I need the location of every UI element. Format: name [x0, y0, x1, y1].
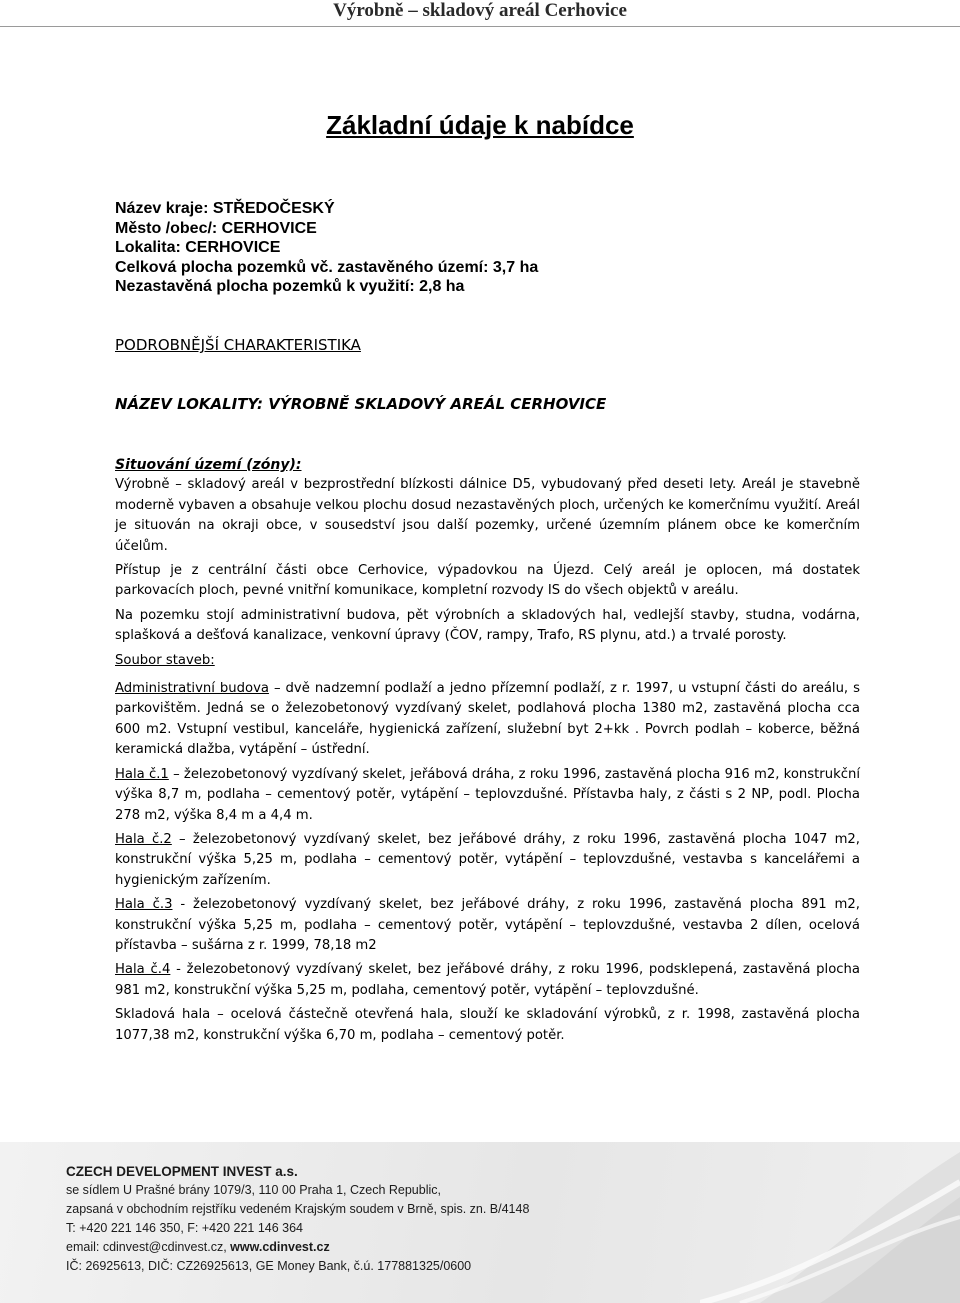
footer-web-link[interactable]: www.cdinvest.cz — [230, 1240, 330, 1254]
paragraph-location: Výrobně – skladový areál v bezprostřední blízkosti dálnice D5, vybudovaný před deseti lety. Areál je stavebně moderně vybaven a obsahuje velkou plochu dosud nezastavěných ploch, určených ke komerčnímu využití. Areál je situován na okraji obce, v sousedství jsou další pozemky, určené územním plánem obce ke komerčním účelům. — [115, 477, 860, 554]
footer-registry: zapsaná v obchodním rejstříku vedeném Krajským soudem v Brně, spis. zn. B/4148 — [66, 1202, 530, 1216]
hall4-label: Hala č.4 — [115, 962, 171, 978]
hall1-paragraph — [115, 765, 860, 826]
hall2-text: – železobetonový vyzdívaný skelet, bez jeřábové dráhy, z roku 1996, zastavěná plocha 1047 m2, konstrukční výška 5,25 m, podlaha – cementový potěr, vytápění – teplovzdušné, vestavba s kancelářemi a hygienickým zařízením. — [115, 831, 860, 888]
admin-building-paragraph — [115, 679, 860, 761]
town-line: Město /obec/: CERHOVICE — [115, 219, 317, 237]
hall4-paragraph — [115, 960, 860, 1001]
warehouse-paragraph: Skladová hala – ocelová částečně otevřená hala, slouží ke skladování výrobků, z r. 1998, zastavěná plocha 1077,38 m2, konstrukční výška 6,70 m, podlaha – cementový potěr. — [115, 1007, 860, 1043]
footer-contact — [66, 1238, 529, 1257]
header-rule — [0, 26, 960, 27]
basic-info-block — [115, 199, 860, 297]
locality-name-heading: NÁZEV LOKALITY: VÝROBNĚ SKLADOVÝ AREÁL CERHOVICE — [115, 395, 607, 413]
locality-line: Lokalita: CERHOVICE — [115, 239, 281, 256]
footer-phone: T: +420 221 146 350, F: +420 221 146 364 — [66, 1221, 304, 1235]
footer-company-name: CZECH DEVELOPMENT INVEST a.s. — [66, 1164, 298, 1179]
section-heading-details: PODROBNĚJŠÍ CHARAKTERISTIKA — [115, 336, 361, 354]
details-content — [115, 455, 860, 1050]
document-header-title: Výrobně – skladový areál Cerhovice — [333, 0, 627, 21]
footer-ids: IČ: 26925613, DIČ: CZ26925613, GE Money Bank, č.ú. 177881325/0600 — [66, 1259, 472, 1273]
admin-building-label: Administrativní budova — [115, 681, 269, 697]
hall2-label: Hala č.2 — [115, 831, 172, 847]
total-area-line: Celková plocha pozemků vč. zastavěného území: 3,7 ha — [115, 258, 539, 276]
footer-decoration — [700, 1142, 960, 1303]
buildings-title: Soubor staveb: — [115, 652, 215, 668]
admin-building-text: – dvě nadzemní podlaží a jedno přízemní podlaží, z r. 1997, u vstupní části do areálu, s parkovištěm. Jedná se o železobetonový vyzdívaný skelet, podlahová plocha 1380 m2, zastavěná plocha cca 600 m2. Vstupní vestibul, kanceláře, hygienická zařízení, služební byt 2+kk . Povrch podlah – koberce, běžná keramická dlažba, vytápění – ústřední. — [115, 681, 860, 758]
footer-email: email: cdinvest@cdinvest.cz, — [66, 1240, 231, 1254]
zones-title: Situování území (zóny): — [115, 457, 302, 473]
footer-text — [66, 1162, 529, 1276]
hall2-paragraph — [115, 830, 860, 891]
region-line: Název kraje: STŘEDOČESKÝ — [115, 200, 335, 217]
footer-address: se sídlem U Prašné brány 1079/3, 110 00 Praha 1, Czech Republic, — [66, 1183, 441, 1197]
hall3-label: Hala č.3 — [115, 897, 173, 913]
hall3-text: - železobetonový vyzdívaný skelet, bez jeřábové dráhy, z roku 1996, zastavěná plocha 891 m2, konstrukční výška 5,25 m, podlaha – cementový potěr, vytápění – teplovzdušné, vestavba 2 dílen, ocelová přístavba – sušárna z r. 1999, 78,18 m2 — [115, 897, 860, 953]
paragraph-access: Přístup je z centrální části obce Cerhovice, výpadovkou na Újezd. Celý areál je oplocen, má dostatek parkovacích ploch, pevné vnitřní komunikace, kompletní rozvody IS do všech objektů v areálu. — [115, 563, 860, 599]
hall1-text: – železobetonový vyzdívaný skelet, jeřábová dráha, z roku 1996, zastavěná plocha 916 m2, konstrukční výška 8,7 m, podlaha – cementový potěr, vytápění – teplovzdušné. Přístavba haly, z části s 2 NP, podl. Plocha 278 m2, výška 8,4 m a 4,4 m. — [115, 766, 860, 823]
paragraph-site: Na pozemku stojí administrativní budova, pět výrobních a skladových hal, vedlejší stavby, studna, vodárna, splašková a dešťová kanalizace, venkovní úpravy (ČOV, rampy, Trafo, RS plynu, atd.) a trvalé porosty. — [115, 607, 860, 644]
hall1-label: Hala č.1 — [115, 766, 169, 782]
hall3-paragraph — [115, 895, 860, 956]
page-title: Základní údaje k nabídce — [326, 110, 634, 140]
company-footer — [0, 1142, 960, 1303]
unbuilt-area-line: Nezastavěná plocha pozemků k využití: 2,8 ha — [115, 278, 465, 295]
hall4-text: - železobetonový vyzdívaný skelet, bez jeřábové dráhy, z roku 1996, podsklepená, zastavěná plocha 981 m2, konstrukční výška 5,25 m, podlaha, cementový potěr, vytápění – teplovzdušné. — [115, 962, 860, 998]
